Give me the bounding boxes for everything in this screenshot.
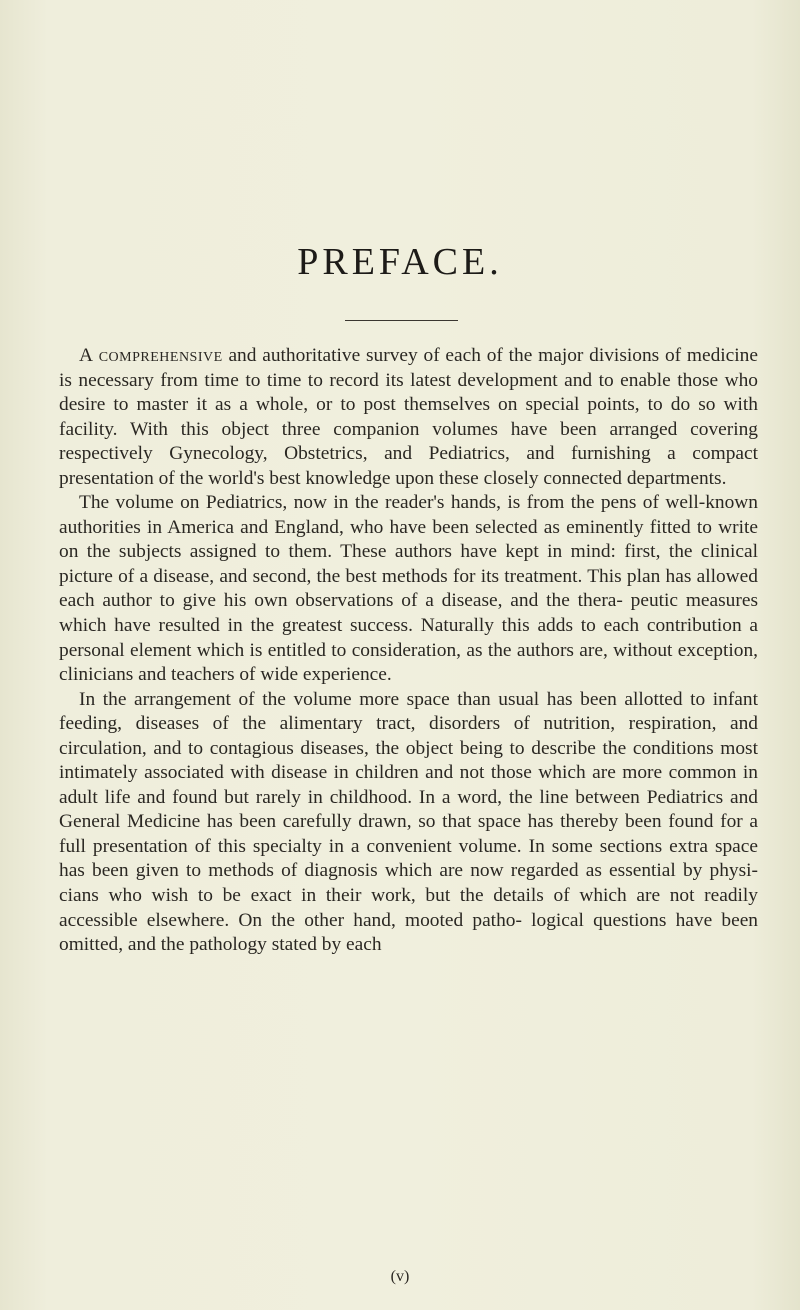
paragraph-3: In the arrangement of the volume more space than usual has been allotted to infant feeding, diseases of the alimentary tract, disorders of nutrition, respiration, and circulation, and to contagious diseases, the object being to describe the conditions most intimately associated with disease in children and not those which are more common in adult life and found but rarely in childhood. In a word, the line between Pediatrics and General Medicine has been carefully drawn, so that space has thereby been found for a full presentation of this specialty in a convenient volume. In some sections extra space has been given to methods of diagnosis which are now regarded as essential by physi- cians who wish to be exact in their work, but the details of which are not readily accessible elsewhere. On the other hand, mooted patho- logical questions have been omitted, and the pathology stated by each (59, 688, 758, 956)
page-title: PREFACE. (297, 241, 503, 283)
paragraph-1-lead: A comprehensive (79, 345, 223, 366)
preface-body (59, 344, 758, 958)
page-number: (v) (390, 1268, 410, 1285)
paragraph-2: The volume on Pediatrics, now in the reader's hands, is from the pens of well-known authorities in America and England, who have been selected as eminently fitted to write on the subjects assigned to them. These authors have kept in mind: first, the clinical picture of a disease, and second, the best methods for its treatment. This plan has allowed each author to give his own observations of a disease, and the thera- peutic measures which have resulted in the greatest success. Naturally this adds to each contribution a personal element which is entitled to consideration, as the authors are, without exception, clinicians and teachers of wide experience. (59, 492, 758, 686)
paragraph-1-text: and authoritative survey of each of the major divisions of medicine is necessary from time to time to record its latest development and to enable those who desire to master it as a whole, or to post themselves on special points, to do so with facility. With this object three companion volumes have been arranged covering respectively Gynecology, Obstetrics, and Pediatrics, and furnishing a compact presentation of the world's best knowledge upon these closely connected departments. (59, 345, 758, 489)
paragraph-1 (59, 344, 758, 491)
title-rule (345, 320, 458, 321)
